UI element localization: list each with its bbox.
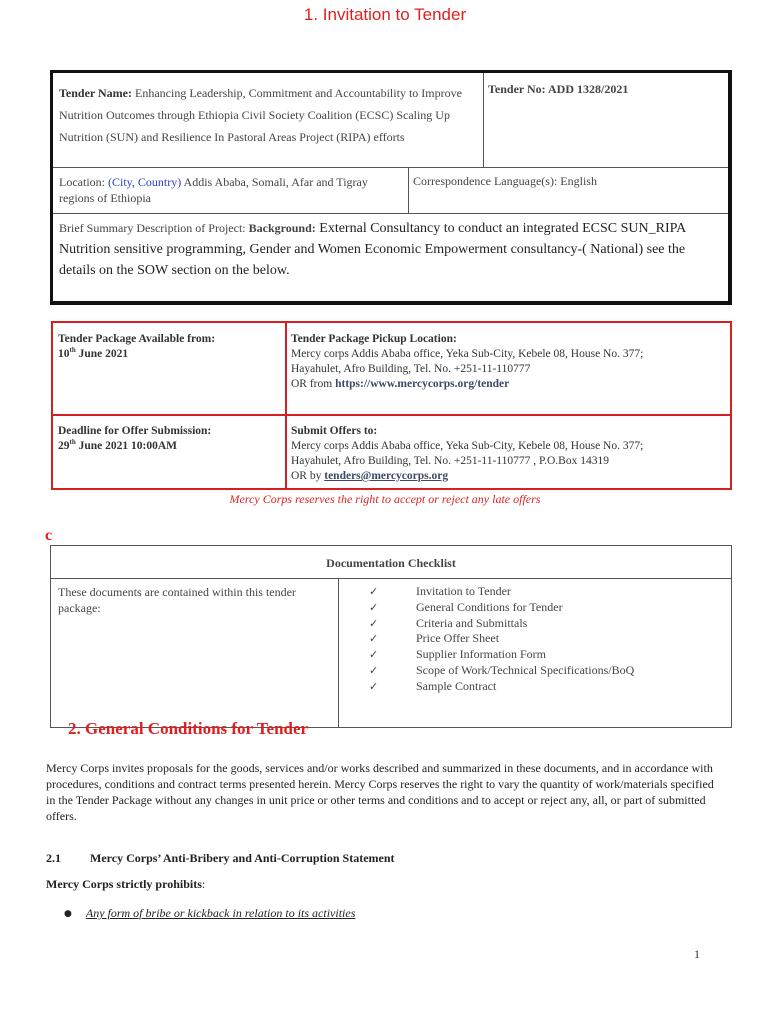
divider: [408, 168, 409, 214]
divider: [483, 73, 484, 168]
tender-website-link[interactable]: https://www.mercycorps.org/tender: [335, 378, 510, 390]
correspondence-language: Correspondence Language(s): English: [413, 174, 597, 188]
submit-address-line-2: Hayahulet, Afro Building, Tel. No. +251-11-110777 , P.O.Box 14319: [291, 455, 609, 467]
tenders-email-link[interactable]: tenders@mercycorps.org: [324, 470, 449, 482]
checkmark-icon: ✓: [369, 679, 379, 693]
pickup-location-cell: [291, 332, 731, 392]
location-value: Addis Ababa, Somali, Afar and Tigray regions of Ethiopia: [59, 175, 368, 205]
deadline-label: Deadline for Offer Submission:: [58, 425, 212, 437]
checkmark-icon: ✓: [369, 648, 379, 662]
project-summary: [59, 218, 719, 281]
prohibits-line: Mercy Corps strictly prohibits:: [46, 877, 206, 891]
package-available-date: 10th June 2021: [58, 346, 129, 360]
checkmark-icon: ✓: [369, 600, 379, 614]
submit-offers-cell: [291, 424, 731, 484]
subsection-heading-anti-bribery: [46, 851, 395, 866]
checklist-item: ✓ General Conditions for Tender: [369, 599, 563, 614]
late-offers-note: Mercy Corps reserves the right to accept or reject any late offers: [229, 492, 541, 506]
submit-address-line-1: Mercy corps Addis Ababa office, Yeka Sub-City, Kebele 08, House No. 377;: [291, 440, 644, 452]
tender-name: [59, 82, 489, 148]
checkmark-icon: ✓: [369, 616, 379, 630]
pickup-address-line-2: Hayahulet, Afro Building, Tel. No. +251-11-110777: [291, 363, 531, 375]
documentation-checklist-box: [50, 545, 732, 728]
pickup-or: OR from: [291, 378, 336, 390]
checkmark-icon: ✓: [369, 585, 379, 598]
stray-letter: c: [45, 527, 53, 544]
package-available-label: Tender Package Available from:: [58, 333, 216, 345]
divider: [338, 578, 339, 728]
subsection-number: 2.1: [46, 851, 61, 865]
general-conditions-paragraph: Mercy Corps invites proposals for the goods, services and/or works described and summarized in these documents, and in accordance with procedures, conditions and contract terms presented herein. Mercy Corps reserves the right to vary the quantity of work/materials specified in the Tender Package without any changes in unit price or other terms and conditions and to accept or reject any, all, or part of submitted offers.: [46, 761, 714, 823]
tender-package-box: [51, 321, 732, 490]
checklist-item: ✓ Supplier Information Form: [369, 647, 546, 662]
subsection-title: Mercy Corps’ Anti-Bribery and Anti-Corruption Statement: [90, 851, 395, 865]
summary-label: Brief Summary Description of Project:: [59, 221, 249, 235]
summary-text: External Consultancy to conduct an integrated ECSC SUN_RIPA Nutrition sensitive programming, Gender and Women Economic Empowerment consultancy-( National) see the details on the SOW section on the below.: [59, 221, 686, 278]
summary-background-label: Background:: [248, 221, 316, 235]
package-available-cell: [58, 332, 278, 362]
divider: [51, 578, 731, 579]
divider: [53, 414, 730, 416]
location-row: [53, 168, 728, 214]
checklist-item: ✓ Sample Contract: [369, 678, 497, 693]
checklist-description: These documents are contained within this tender package:: [58, 585, 296, 615]
tender-name-label: Tender Name:: [59, 86, 132, 100]
tender-number: Tender No: ADD 1328/2021: [488, 82, 629, 96]
tender-name-row: [53, 73, 728, 168]
tender-info-box: [50, 70, 732, 305]
bullet-item: [64, 906, 355, 921]
bullet-icon: ●: [64, 909, 72, 919]
bullet-text: Any form of bribe or kickback in relation to its activities: [85, 906, 356, 920]
checklist-title: Documentation Checklist: [326, 556, 456, 570]
location-label: Location:: [59, 175, 108, 189]
checklist-item: ✓ Invitation to Tender: [369, 584, 511, 598]
checkmark-icon: ✓: [369, 663, 379, 677]
checklist-item: ✓ Criteria and Submittals: [369, 615, 528, 630]
submit-offers-label: Submit Offers to:: [291, 425, 378, 437]
location: [59, 174, 399, 206]
pickup-location-label: Tender Package Pickup Location:: [291, 333, 457, 345]
section-heading-general-conditions: 2. General Conditions for Tender: [68, 719, 309, 738]
deadline-date: 29th June 2021 10:00AM: [58, 438, 177, 452]
submit-or: OR by: [291, 470, 325, 482]
deadline-cell: [58, 424, 278, 454]
page-number: 1: [694, 947, 700, 961]
location-hint: (City, Country): [107, 175, 182, 189]
section-heading-invitation: 1. Invitation to Tender: [303, 5, 467, 24]
checklist-items: [369, 584, 634, 695]
pickup-address-line-1: Mercy corps Addis Ababa office, Yeka Sub-City, Kebele 08, House No. 377;: [291, 348, 644, 360]
divider: [285, 323, 287, 488]
checklist-item: ✓ Price Offer Sheet: [369, 631, 500, 646]
checkmark-icon: ✓: [369, 632, 379, 646]
tender-name-value: Enhancing Leadership, Commitment and Accountability to Improve Nutrition Outcomes through Ethiopia Civil Society Coalition (ECSC) Scaling Up Nutrition (SUN) and Resilience In Pastoral Areas Project (RIPA) efforts: [59, 86, 462, 144]
checklist-item: ✓ Scope of Work/Technical Specifications/BoQ: [369, 662, 635, 677]
